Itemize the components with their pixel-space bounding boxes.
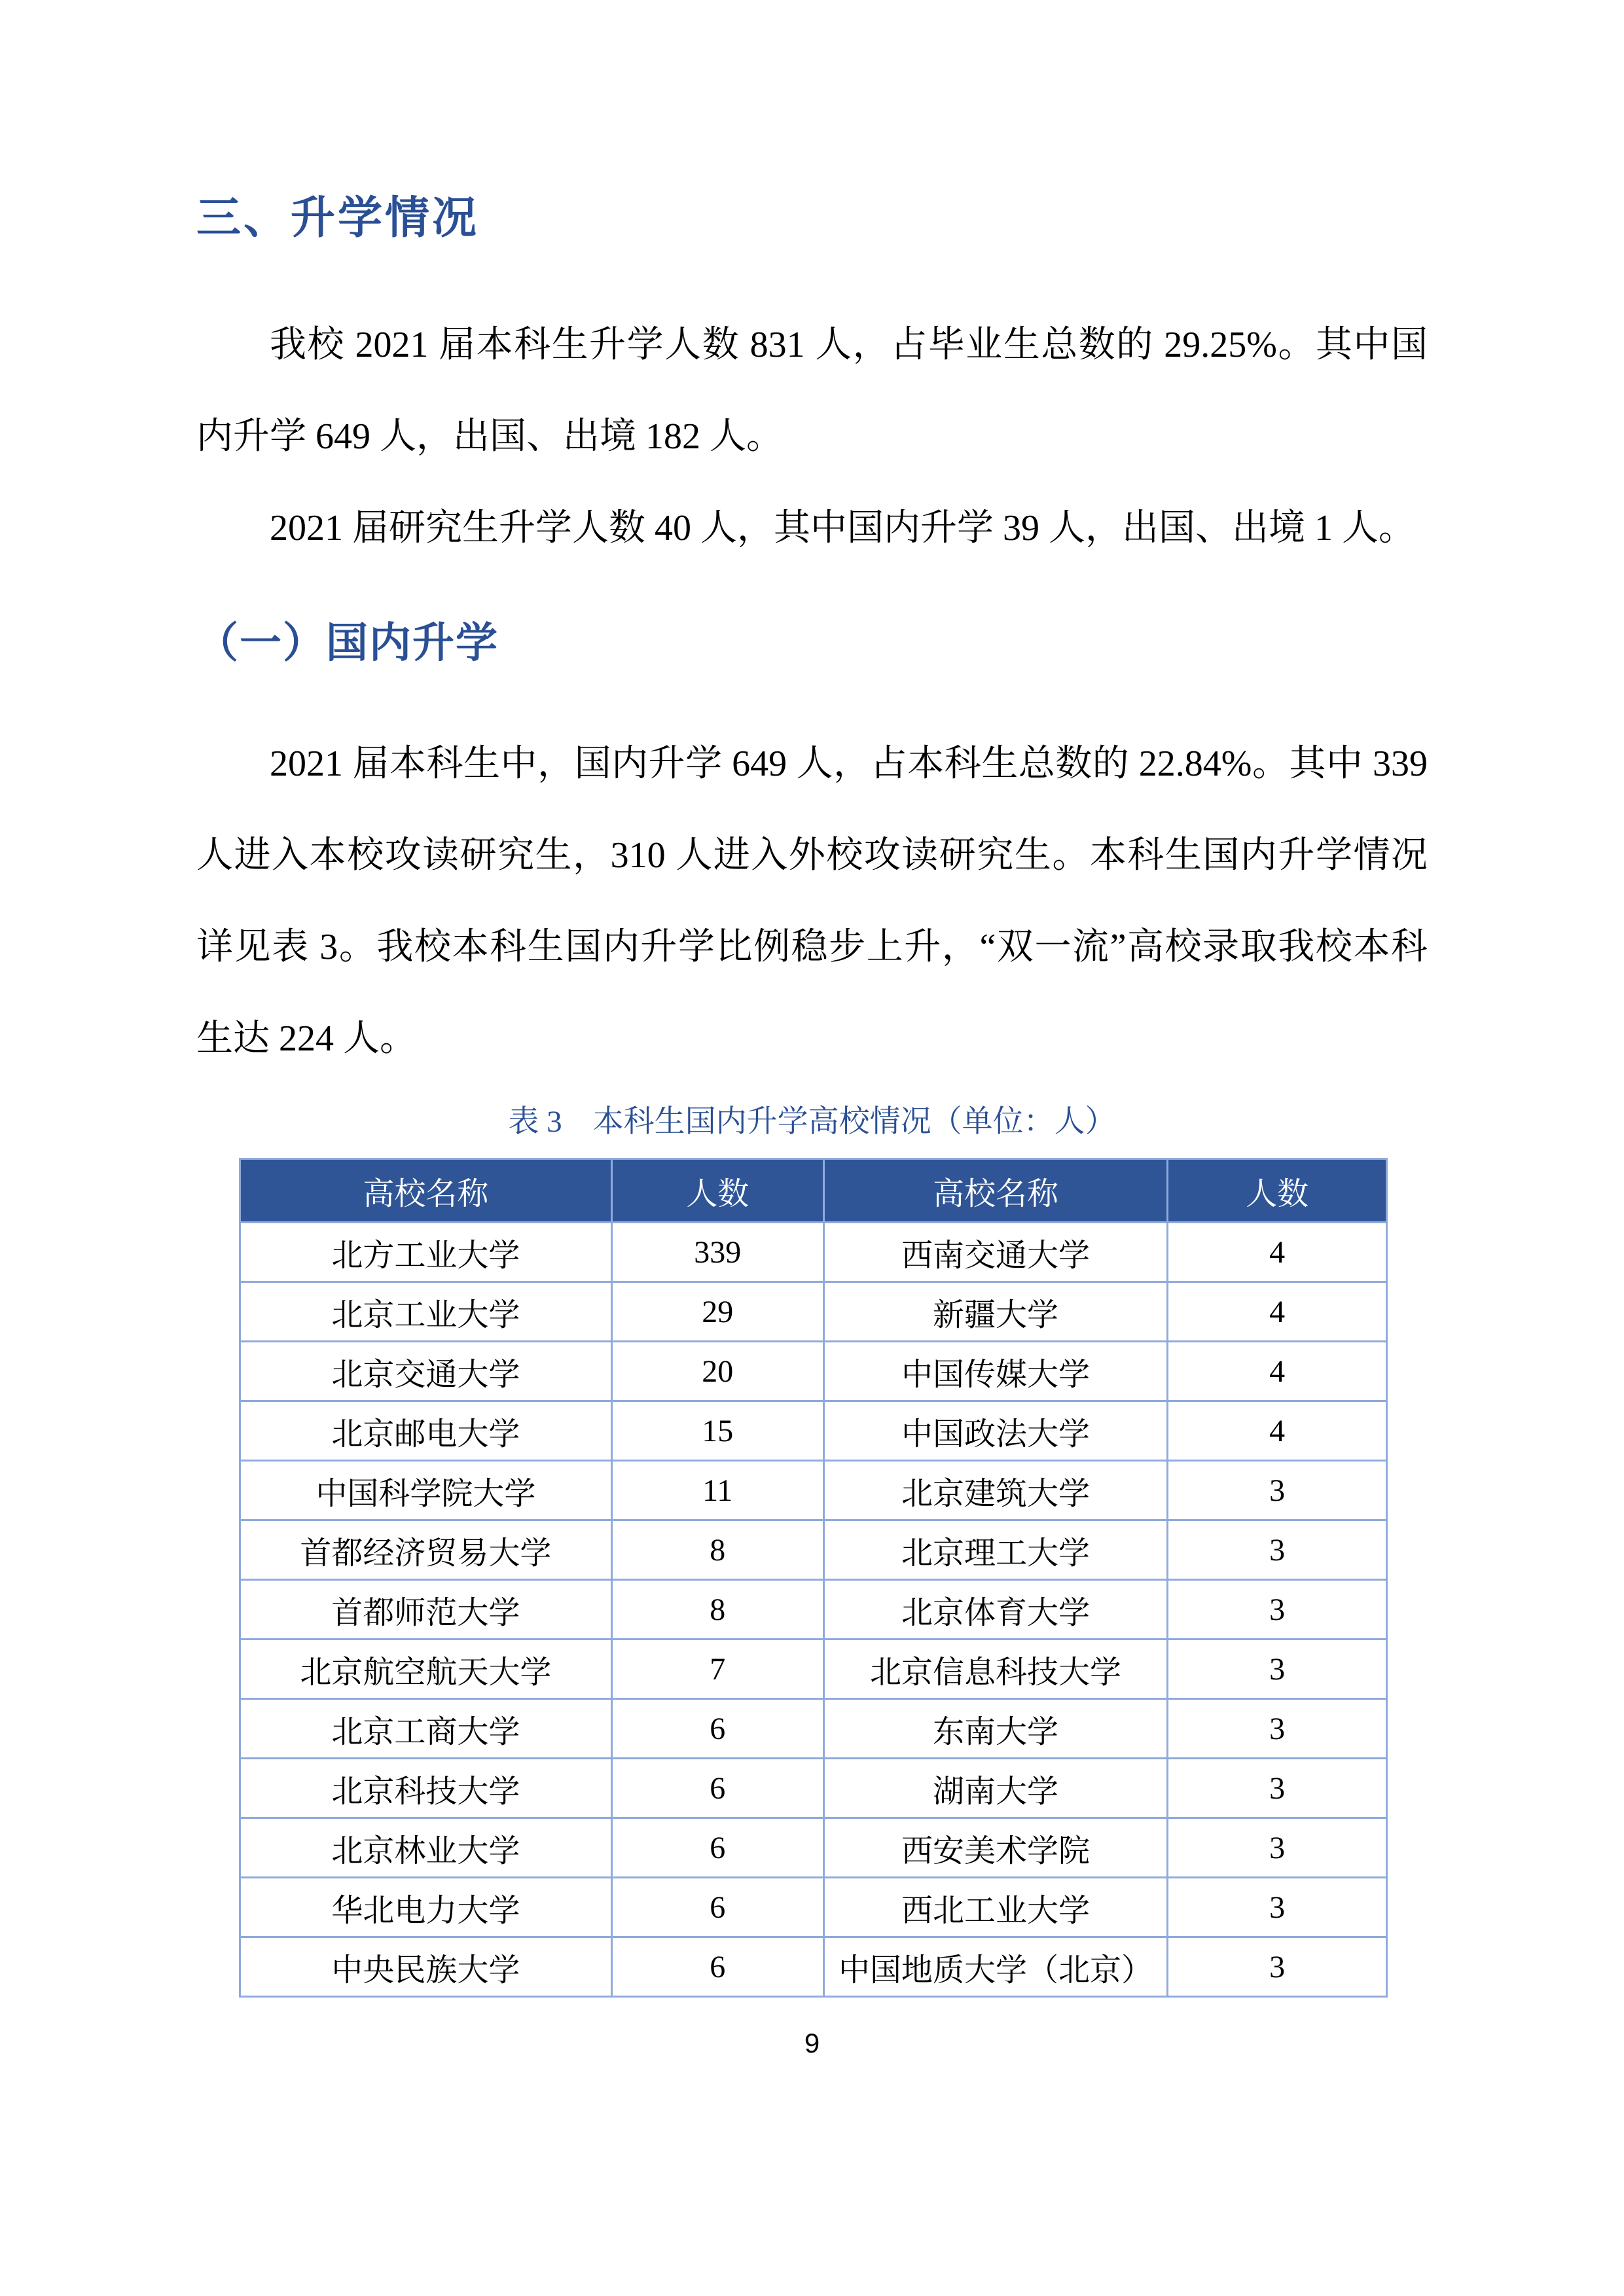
university-name-cell: 中央民族大学 <box>240 1937 612 1997</box>
count-cell: 3 <box>1168 1640 1387 1699</box>
header-university-name-right: 高校名称 <box>823 1159 1168 1223</box>
university-name-cell: 北京林业大学 <box>240 1818 612 1878</box>
count-cell: 29 <box>611 1282 823 1342</box>
university-name-cell: 中国传媒大学 <box>823 1342 1168 1401</box>
university-name-cell: 新疆大学 <box>823 1282 1168 1342</box>
count-cell: 4 <box>1168 1342 1387 1401</box>
count-cell: 20 <box>611 1342 823 1401</box>
count-cell: 4 <box>1168 1401 1387 1461</box>
section-heading: 三、升学情况 <box>196 193 480 243</box>
page-number: 9 <box>804 2028 820 2059</box>
table-row <box>240 1878 1387 1937</box>
count-cell: 7 <box>611 1640 823 1699</box>
table-caption: 表 3 本科生国内升学高校情况（单位：人） <box>508 1105 1116 1139</box>
university-name-cell: 北京信息科技大学 <box>823 1640 1168 1699</box>
table-row <box>240 1401 1387 1461</box>
university-name-cell: 北京航空航天大学 <box>240 1640 612 1699</box>
university-name-cell: 北京邮电大学 <box>240 1401 612 1461</box>
header-university-name-left: 高校名称 <box>240 1159 612 1223</box>
university-name-cell: 北京理工大学 <box>823 1520 1168 1580</box>
university-name-cell: 中国政法大学 <box>823 1401 1168 1461</box>
university-name-cell: 北方工业大学 <box>240 1223 612 1282</box>
count-cell: 3 <box>1168 1461 1387 1520</box>
count-cell: 8 <box>611 1520 823 1580</box>
count-cell: 4 <box>1168 1223 1387 1282</box>
university-name-cell: 首都经济贸易大学 <box>240 1520 612 1580</box>
count-cell: 4 <box>1168 1282 1387 1342</box>
count-cell: 6 <box>611 1878 823 1937</box>
table-row <box>240 1342 1387 1401</box>
university-name-cell: 中国地质大学（北京） <box>823 1937 1168 1997</box>
count-cell: 3 <box>1168 1520 1387 1580</box>
table-row <box>240 1699 1387 1759</box>
university-name-cell: 北京工商大学 <box>240 1699 612 1759</box>
count-cell: 6 <box>611 1937 823 1997</box>
count-cell: 6 <box>611 1699 823 1759</box>
university-name-cell: 北京工业大学 <box>240 1282 612 1342</box>
count-cell: 3 <box>1168 1580 1387 1640</box>
university-name-cell: 西南交通大学 <box>823 1223 1168 1282</box>
university-name-cell: 北京交通大学 <box>240 1342 612 1401</box>
count-cell: 3 <box>1168 1878 1387 1937</box>
university-name-cell: 西北工业大学 <box>823 1878 1168 1937</box>
university-name-cell: 北京科技大学 <box>240 1759 612 1818</box>
count-cell: 3 <box>1168 1937 1387 1997</box>
table-row <box>240 1580 1387 1640</box>
table-row <box>240 1282 1387 1342</box>
paragraph-domestic-detail: 2021 届本科生中，国内升学 649 人，占本科生总数的 22.84%。其中 339 人进入本校攻读研究生，310 人进入外校攻读研究生。本科生国内升学情况详见表 3。我校本科生国内升学比例稳步上升，“双一流”高校录取我校本科生达 224 人。 <box>196 744 1428 1060</box>
header-count-right: 人数 <box>1168 1159 1387 1223</box>
university-name-cell: 首都师范大学 <box>240 1580 612 1640</box>
university-name-cell: 西安美术学院 <box>823 1818 1168 1878</box>
count-cell: 339 <box>611 1223 823 1282</box>
count-cell: 3 <box>1168 1818 1387 1878</box>
table-header <box>240 1159 1387 1223</box>
count-cell: 15 <box>611 1401 823 1461</box>
count-cell: 6 <box>611 1818 823 1878</box>
paragraph-undergraduate-summary: 我校 2021 届本科生升学人数 831 人，占毕业生总数的 29.25%。其中国内升学 649 人，出国、出境 182 人。 <box>196 324 1428 457</box>
table-row <box>240 1818 1387 1878</box>
table-row <box>240 1520 1387 1580</box>
domestic-admission-table <box>239 1158 1388 1998</box>
count-cell: 11 <box>611 1461 823 1520</box>
count-cell: 3 <box>1168 1699 1387 1759</box>
header-count-left: 人数 <box>611 1159 823 1223</box>
table-row <box>240 1461 1387 1520</box>
university-name-cell: 中国科学院大学 <box>240 1461 612 1520</box>
university-name-cell: 湖南大学 <box>823 1759 1168 1818</box>
table-body <box>240 1223 1387 1997</box>
university-name-cell: 北京体育大学 <box>823 1580 1168 1640</box>
count-cell: 3 <box>1168 1759 1387 1818</box>
university-name-cell: 北京建筑大学 <box>823 1461 1168 1520</box>
content-area <box>196 0 1428 2059</box>
count-cell: 8 <box>611 1580 823 1640</box>
table-header-row <box>240 1159 1387 1223</box>
university-name-cell: 华北电力大学 <box>240 1878 612 1937</box>
table-row <box>240 1937 1387 1997</box>
table-row <box>240 1223 1387 1282</box>
paragraph-graduate-summary: 2021 届研究生升学人数 40 人，其中国内升学 39 人，出国、出境 1 人。 <box>270 507 1415 548</box>
table-row <box>240 1759 1387 1818</box>
subsection-heading: （一）国内升学 <box>196 619 499 666</box>
count-cell: 6 <box>611 1759 823 1818</box>
table-row <box>240 1640 1387 1699</box>
university-name-cell: 东南大学 <box>823 1699 1168 1759</box>
